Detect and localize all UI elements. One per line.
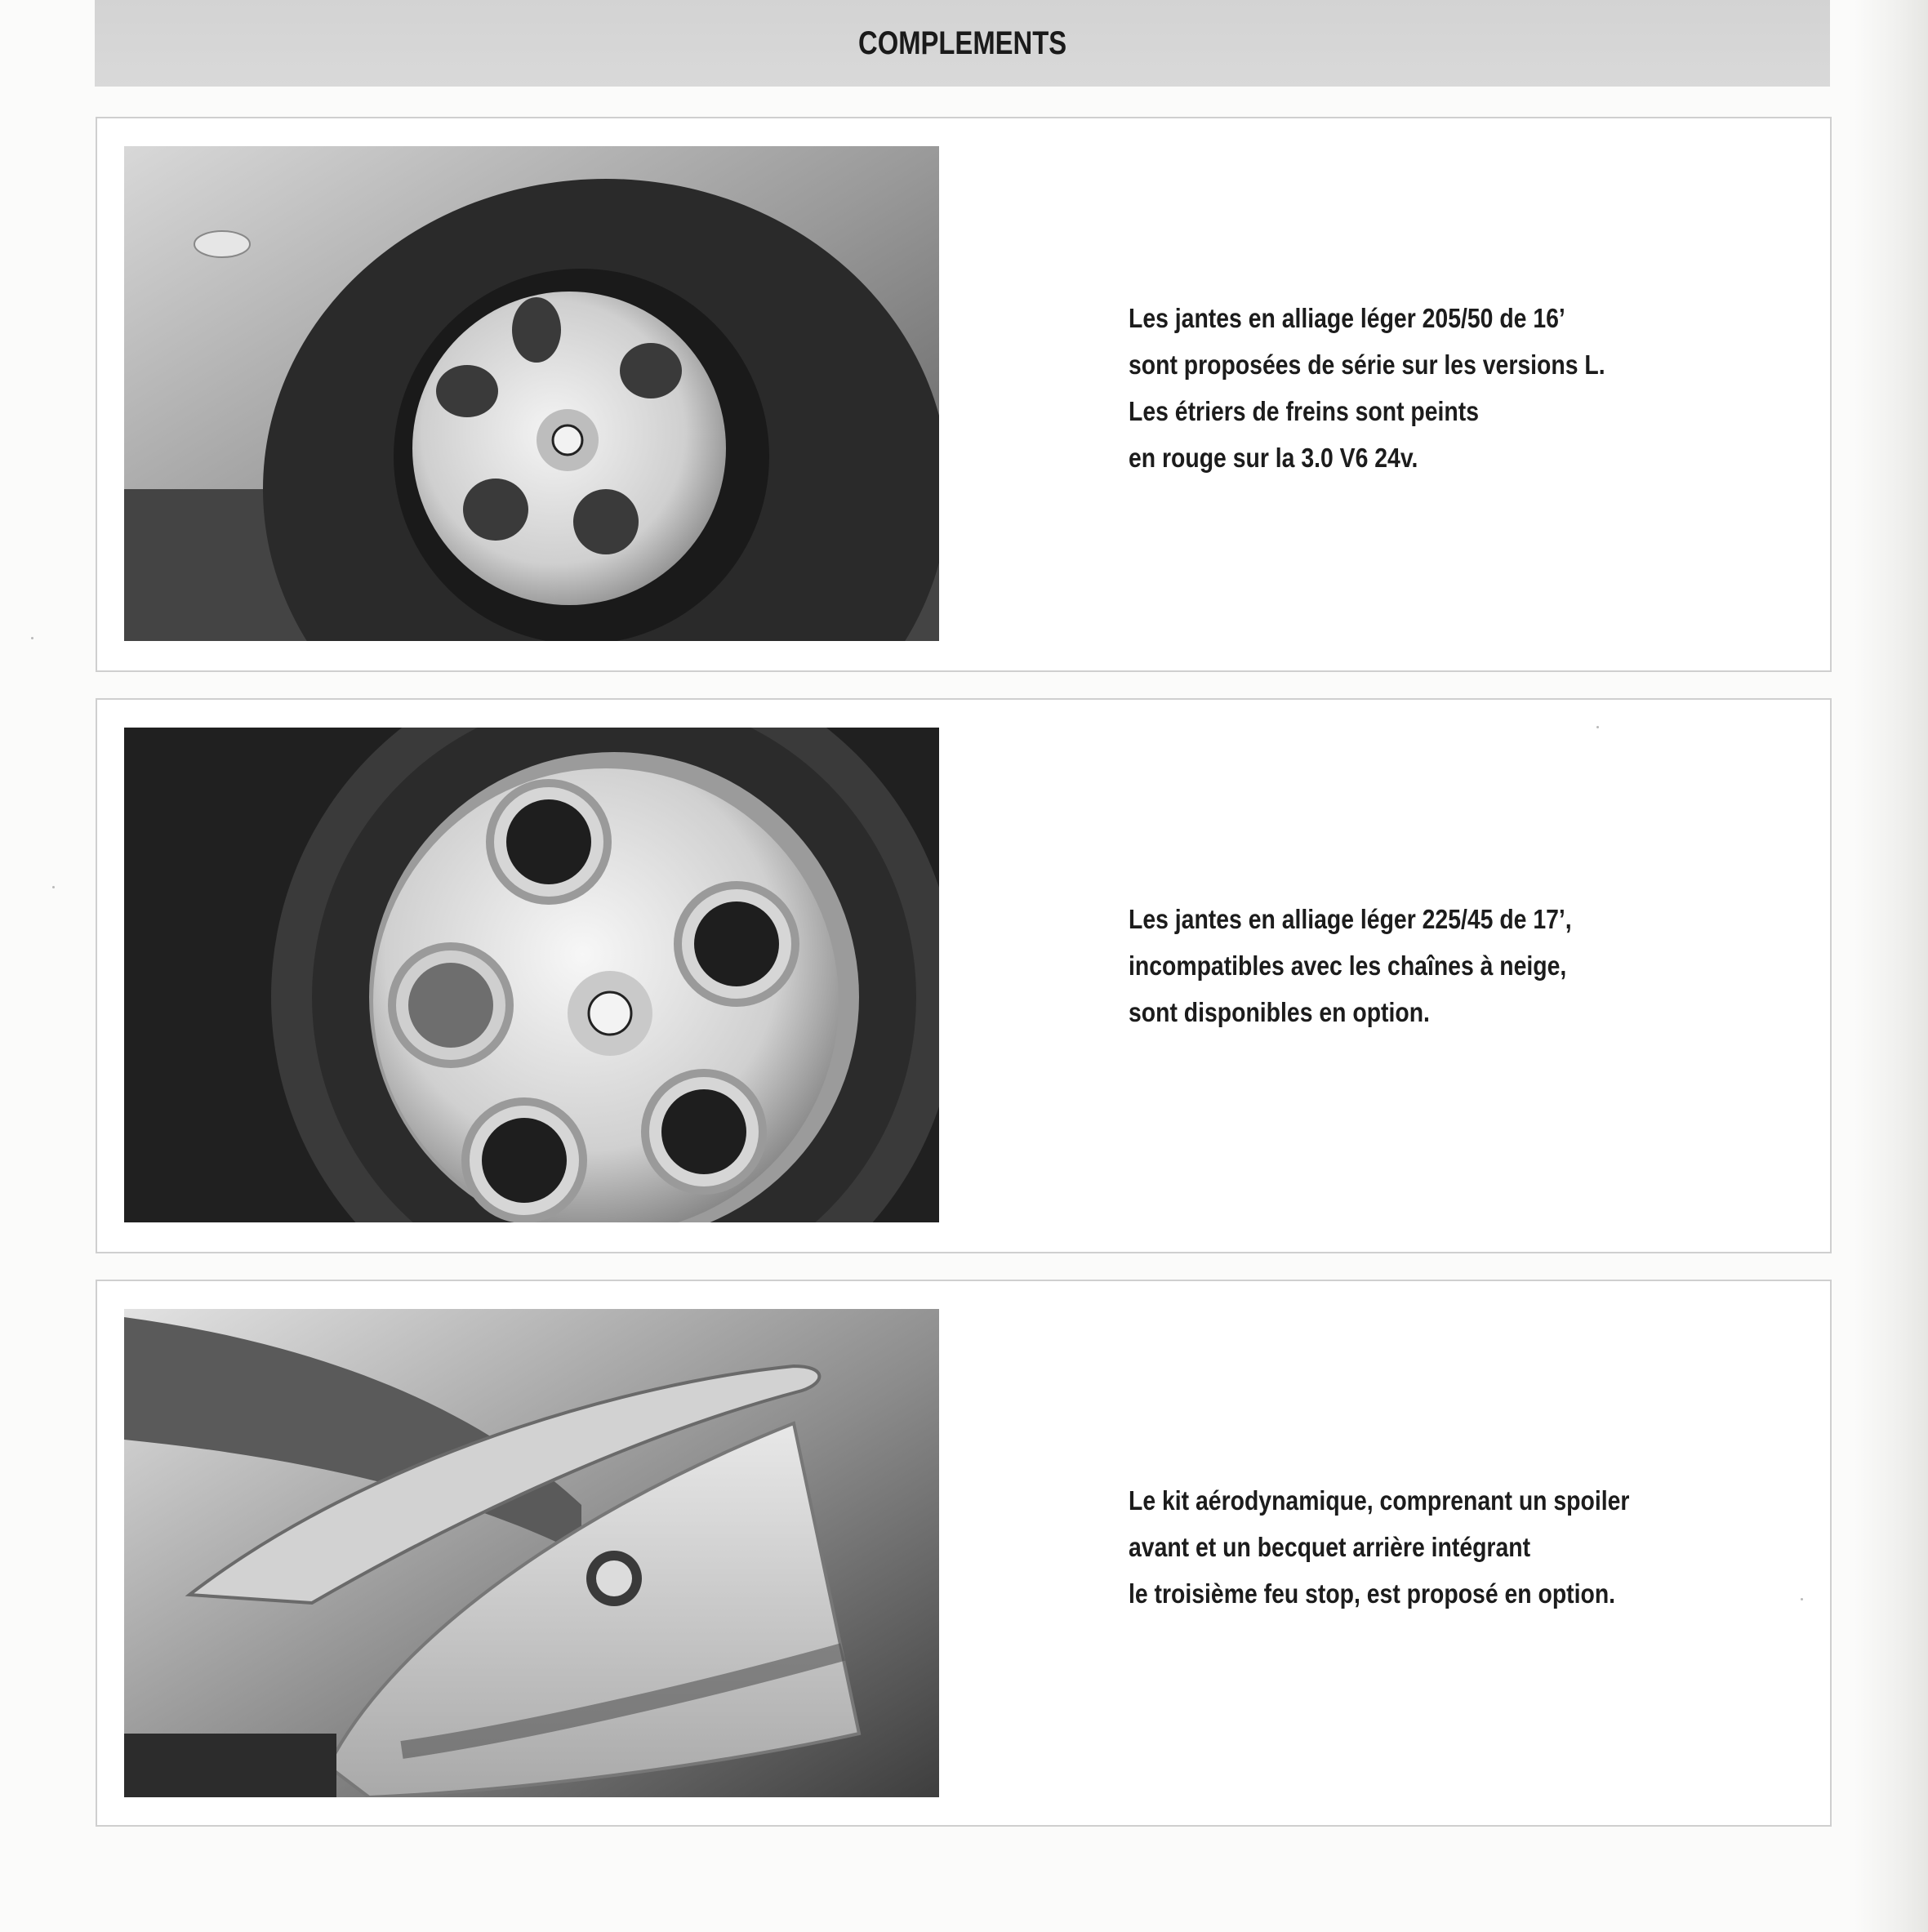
caption-line: le troisième feu stop, est proposé en option. — [1129, 1578, 1616, 1609]
feature-panel-aero-kit — [96, 1280, 1832, 1827]
caption-17-inch-wheels — [1129, 896, 1798, 1035]
caption-line: en rouge sur la 3.0 V6 24v. — [1129, 443, 1418, 473]
paper-speck — [31, 637, 33, 639]
paper-speck — [1596, 726, 1599, 728]
caption-line: sont disponibles en option. — [1129, 997, 1430, 1027]
caption-line: Les jantes en alliage léger 225/45 de 17’, — [1129, 904, 1572, 934]
caption-line: incompatibles avec les chaînes à neige, — [1129, 950, 1567, 981]
caption-16-inch-wheels — [1129, 295, 1798, 481]
caption-line: avant et un becquet arrière intégrant — [1129, 1532, 1531, 1562]
caption-line: Les étriers de freins sont peints — [1129, 396, 1479, 426]
alloy-wheel-16-inch-photo — [124, 146, 939, 641]
feature-panel-16-inch-wheels — [96, 117, 1832, 672]
caption-line: sont proposées de série sur les versions L. — [1129, 349, 1605, 380]
paper-speck — [1801, 1598, 1803, 1600]
feature-panel-17-inch-wheels — [96, 698, 1832, 1253]
rear-spoiler-photo — [124, 1309, 939, 1797]
caption-line: Les jantes en alliage léger 205/50 de 16’ — [1129, 303, 1565, 333]
caption-aero-kit — [1129, 1477, 1798, 1617]
page-title: COMPLEMENTS — [857, 24, 1067, 61]
caption-line: Le kit aérodynamique, comprenant un spoiler — [1129, 1485, 1630, 1516]
header-bar — [95, 0, 1830, 87]
alloy-wheel-17-inch-photo — [124, 728, 939, 1222]
page-edge — [1855, 0, 1928, 1932]
paper-speck — [52, 886, 55, 888]
